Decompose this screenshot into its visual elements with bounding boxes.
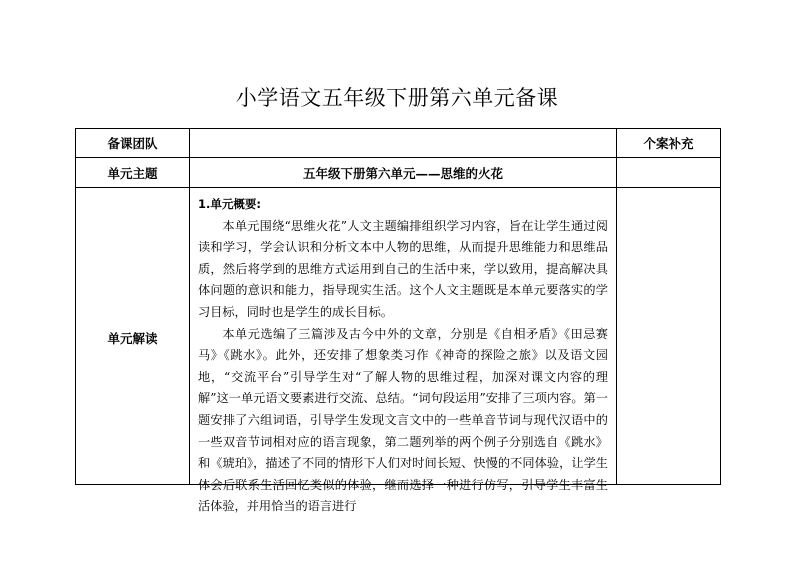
team-label: 备课团队 [76,129,190,158]
paragraph: 本单元选编了三篇涉及古今中外的文章，分别是《自相矛盾》《田忌赛马》《跳水》。此外，还安排了想象类习作《神奇的探险之旅》以及语文园地，“交流平台”引导学生对“了解人物的思维过程，加深对课文内容的理解”这一单元语文要素进行交流、总结。“词句段运用”安排了三项内容。第一题安排了六组词语，引导学生发现文言文中的一些单音节词与现代汉语中的一些双音节词相对应的语言现象，第二题列举的两个例子分别选自《跳水》和《琥珀》，描述了不同的情形下人们对时间长短、快慢的不同体验，让学生体会后联系生活回忆类似的体验，继而选择一种进行仿写，引导学生丰富生活体验，并用恰当的语言进行 [198,326,608,514]
supplement-header: 个案补充 [617,129,721,158]
table-row-theme [76,158,721,188]
page-title: 小学语文五年级下册第六单元备课 [235,86,559,110]
team-value [190,129,617,158]
section-title: 1.单元概要: [198,197,261,211]
theme-label: 单元主题 [76,158,190,188]
reading-label: 单元解读 [76,188,190,485]
reading-content [190,188,617,514]
reading-supplement-cell [617,188,721,485]
table-row-reading [76,188,721,485]
theme-supplement-cell [617,158,721,188]
paragraph: 本单元围绕“思维火花”人文主题编排组织学习内容，旨在让学生通过阅读和学习，学会认识和分析文本中人物的思维，从而提升思维能力和思维品质，然后将学到的思维方式运用到自己的生活中来，学以致用，提高解决具体问题的意识和能力，指导现实生活。这个人文主题既是本单元要落实的学习目标，同时也是学生的成长目标。 [198,218,608,319]
theme-value: 五年级下册第六单元——思维的火花 [190,158,617,188]
table-row-team [76,129,721,158]
lesson-plan-table [75,128,721,514]
